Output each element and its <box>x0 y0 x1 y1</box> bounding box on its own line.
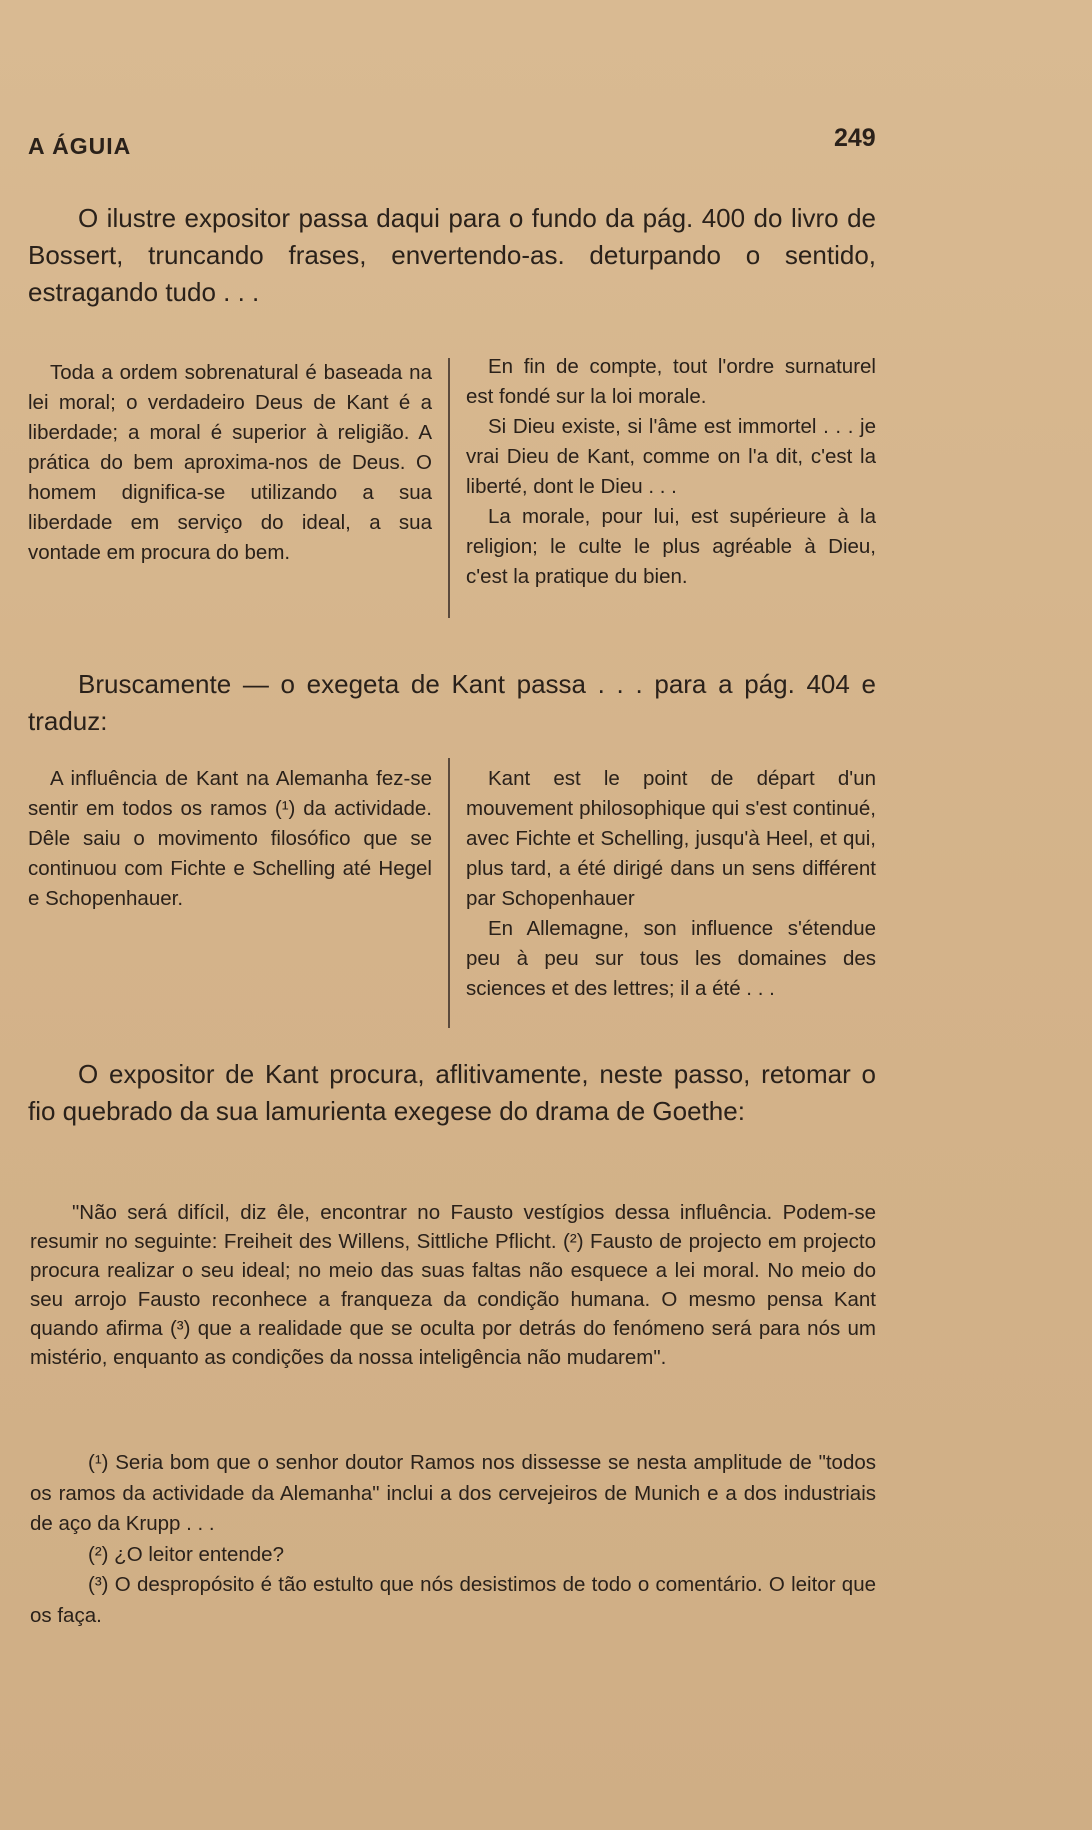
block2-french-p2: En Allemagne, son influence s'étendue peu à peu sur tous les domaines des sciences et des lettres; il a été . . . <box>466 917 876 1000</box>
block1-french-p1: En fin de compte, tout l'ordre surnaturel est fondé sur la loi morale. <box>466 355 876 408</box>
block1-french-p2: Si Dieu existe, si l'âme est immortel . . . je vrai Dieu de Kant, comme on l'a dit, c'est la liberté, dont le Dieu . . . <box>466 415 876 498</box>
column-divider <box>448 358 450 618</box>
block2-french <box>466 764 876 1004</box>
block1-portuguese <box>28 358 432 568</box>
block2-portuguese-text: A influência de Kant na Alemanha fez-se sentir em todos os ramos (¹) da actividade. Dêle saiu o movimento filosófico que se continuou com Fichte e Schelling até Hegel e Schopenhauer. <box>28 767 432 910</box>
block1-french-p3: La morale, pour lui, est supérieure à la religion; le culte le plus agréable à Dieu, c'est la pratique du bien. <box>466 505 876 588</box>
page-number: 249 <box>834 124 876 152</box>
footnote-2: (²) ¿O leitor entende? <box>88 1542 284 1566</box>
footnotes <box>30 1448 876 1631</box>
journal-title: A ÁGUIA <box>28 133 132 159</box>
block1-french <box>466 352 876 592</box>
goethe-paragraph: O expositor de Kant procura, aflitivamente, neste passo, retomar o fio quebrado da sua lamurienta exegese do drama de Goethe: <box>28 1059 876 1126</box>
block1-portuguese-text: Toda a ordem sobrenatural é baseada na lei moral; o verdadeiro Deus de Kant é a liberdade; a moral é superior à religião. A prática do bem aproxima-nos de Deus. O homem dignifica-se utilizando a sua liberdade em serviço do ideal, a sua vontade em procura do bem. <box>28 361 432 564</box>
column-divider <box>448 758 450 1028</box>
block2-portuguese <box>28 764 432 914</box>
footnote-3: (³) O despropósito é tão estulto que nós desistimos de todo o comentário. O leitor que os faça. <box>30 1573 876 1627</box>
bossert-quote: "Não será difícil, diz êle, encontrar no Fausto vestígios dessa influência. Podem-se resumir no seguinte: Freiheit des Willens, Sittliche Pflicht. (²) Fausto de projecto em projecto procura realizar o seu ideal; no meio das suas faltas não esquece a lei moral. No meio do seu arrojo Fausto reconhece a franqueza da condição humana. O mesmo pensa Kant quando afirma (³) que a realidade que se oculta por detrás do fenómeno será para nós um mistério, enquanto as condições da nossa inteligência não mudarem". <box>30 1201 876 1369</box>
footnote-1: (¹) Seria bom que o senhor doutor Ramos nos dissesse se nesta amplitude de "todos os ramos da actividade da Alemanha" inclui a dos cervejeiros de Munich e a dos industriais de aço da Krupp . . . <box>30 1451 876 1535</box>
transition-paragraph: Bruscamente — o exegeta de Kant passa . . . para a pág. 404 e traduz: <box>28 669 876 736</box>
block2-french-p1: Kant est le point de départ d'un mouvement philosophique qui s'est continué, avec Fichte et Schelling, jusqu'à Heel, et qui, plus tard, a été dirigé dans un sens différent par Schopenhauer <box>466 767 876 910</box>
intro-paragraph: O ilustre expositor passa daqui para o fundo da pág. 400 do livro de Bossert, truncando frases, envertendo-as. deturpando o sentido, estragando tudo . . . <box>28 203 876 307</box>
